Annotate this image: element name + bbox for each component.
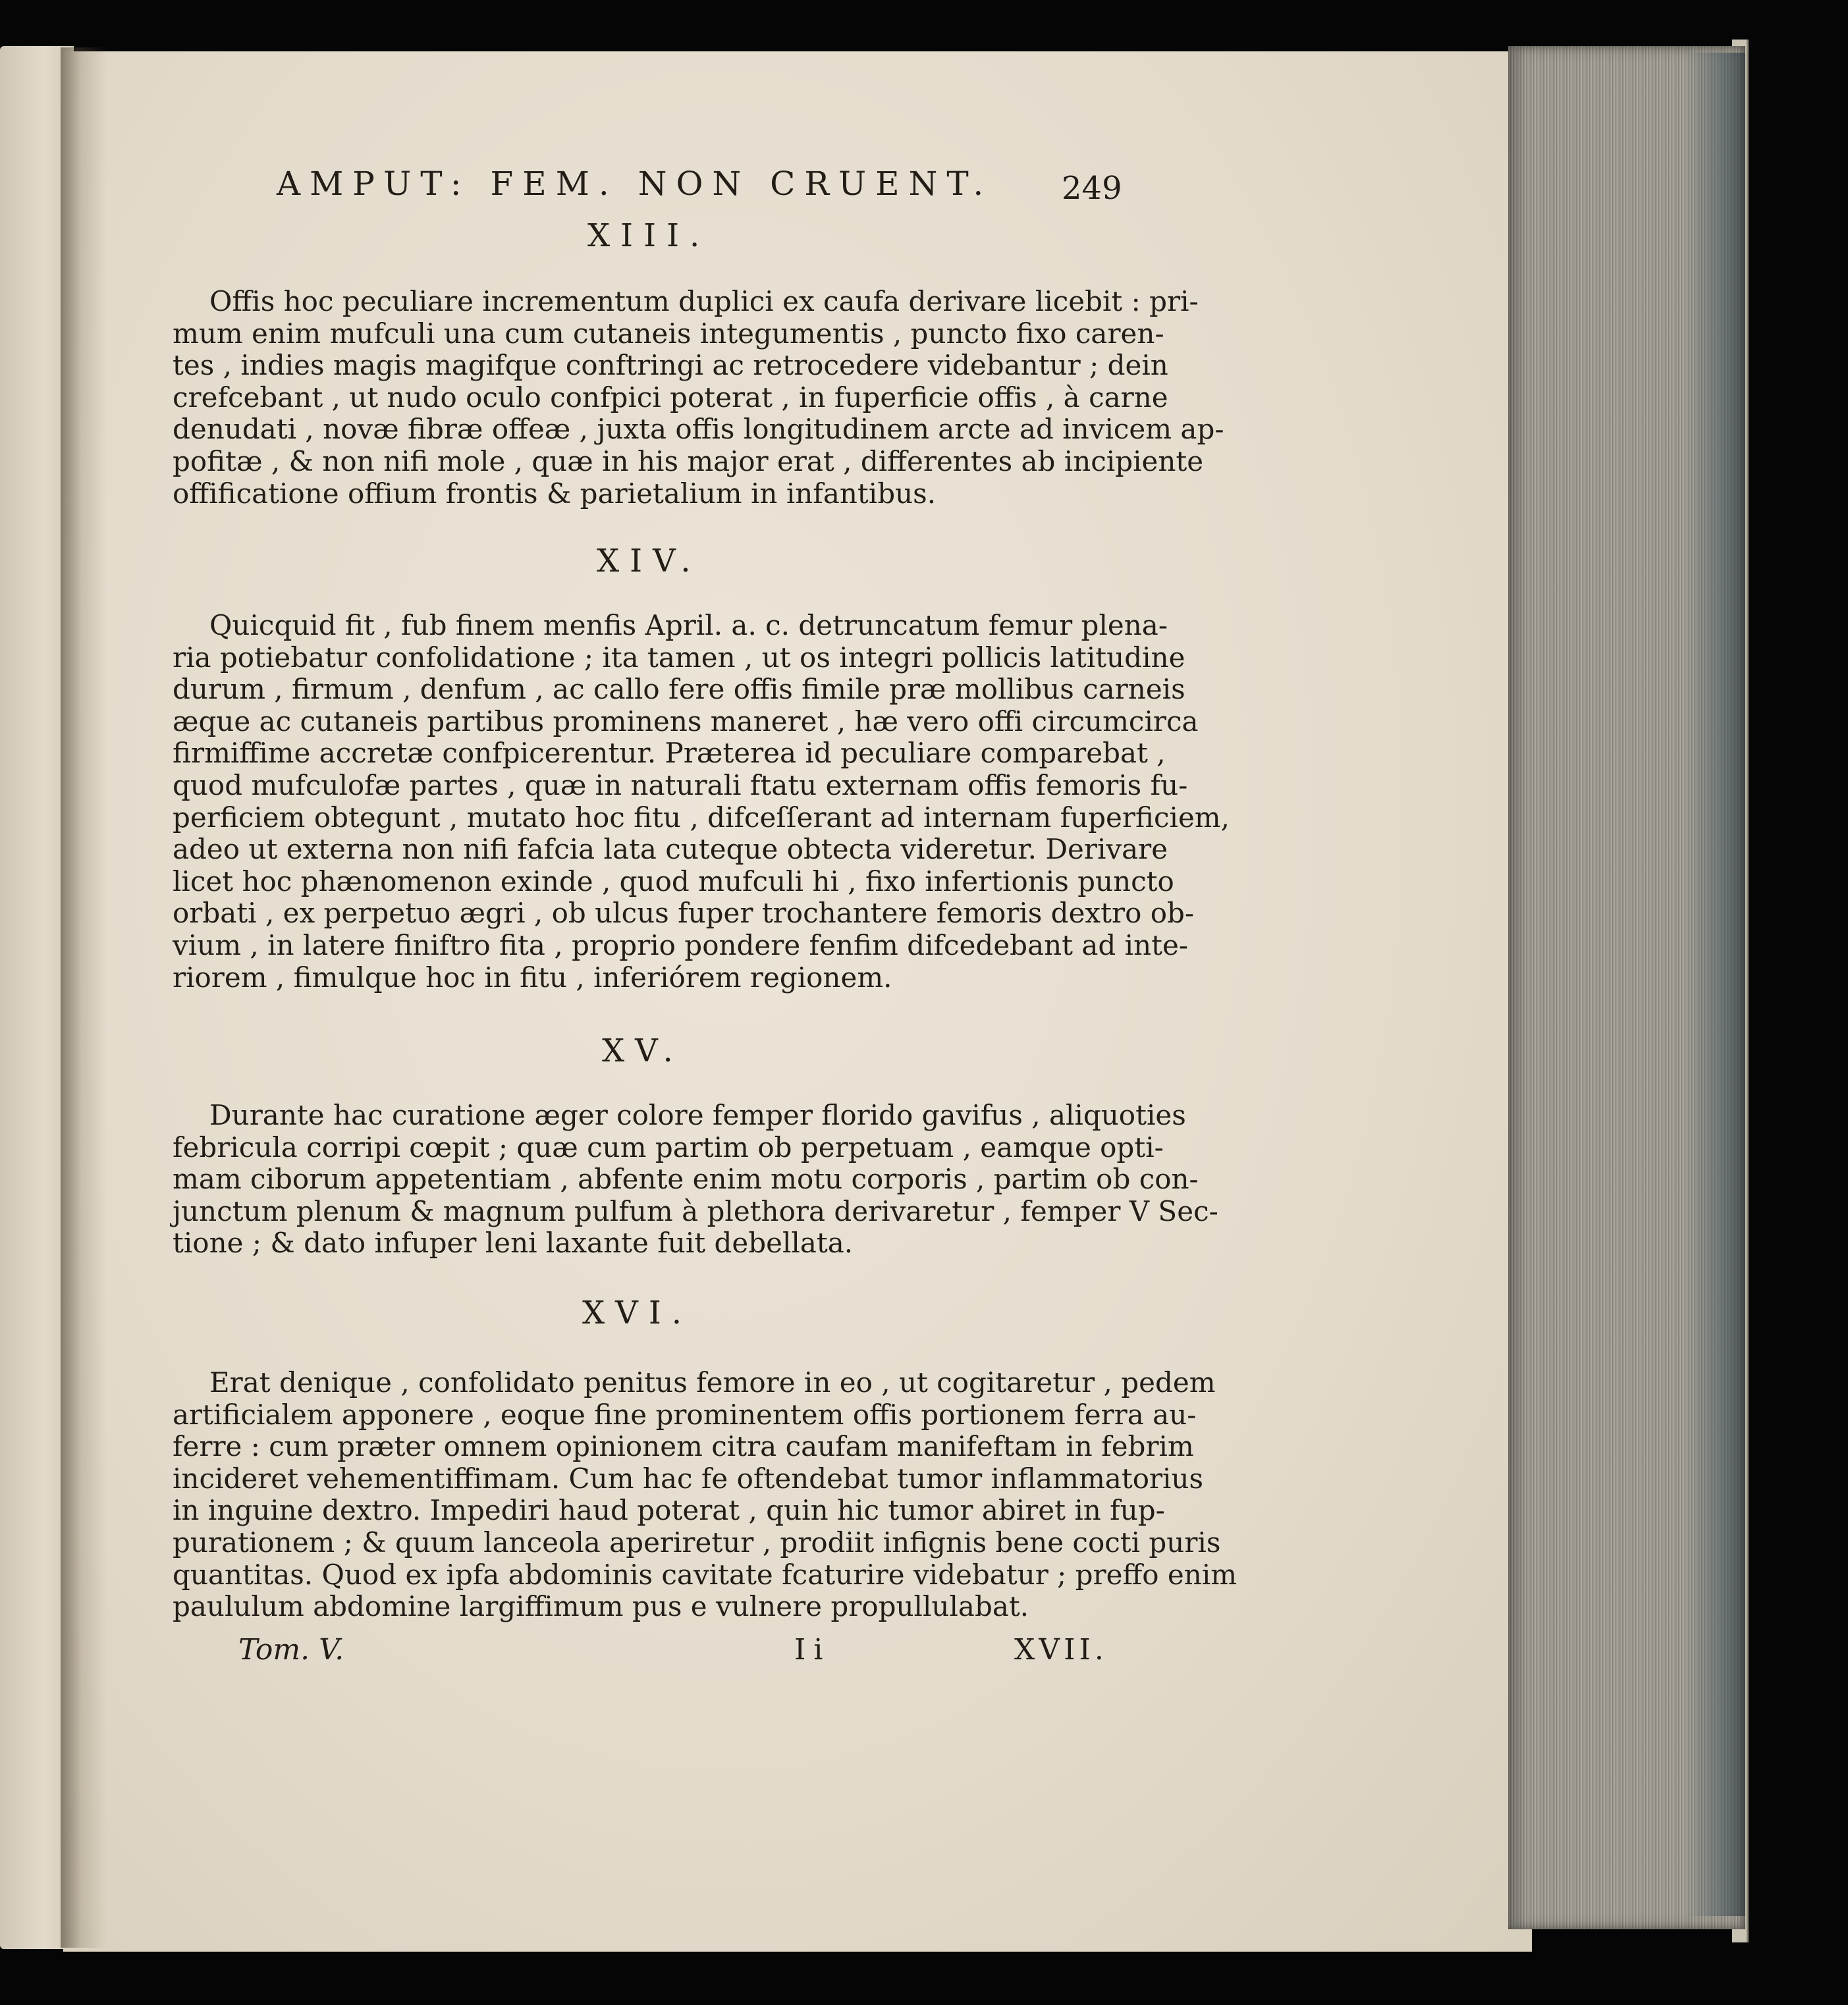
text-line: pofitæ , & non nifi mole , quæ in his major erat , differentes ab incipiente (173, 444, 1204, 477)
text-line: offificatione offium frontis & parietalium in infantibus. (173, 477, 937, 510)
text-line: ria potiebatur confolidatione ; ita tamen , ut os integri pollicis latitudine (173, 641, 1185, 674)
paragraph-xv (173, 1099, 1218, 1260)
text-line: Durante hac curatione æger colore femper florido gavifus , aliquoties (209, 1099, 1186, 1131)
text-line: ferre : cum præter omnem opinionem citra caufam manifeftam in febrim (173, 1430, 1194, 1463)
section-heading-xiv: XIV. (597, 543, 701, 579)
section-heading-xiii: XIII. (587, 217, 711, 254)
text-line: paululum abdomine largiffimum pus e vulnere propullulabat. (173, 1590, 1029, 1623)
text-line: Erat denique , confolidato penitus femore in eo , ut cogitaretur , pedem (209, 1366, 1216, 1399)
text-line: crefcebant , ut nudo oculo confpici poterat , in fuperficie offis , à carne (173, 381, 1168, 414)
text-line: quantitas. Quod ex ipfa abdominis cavitate fcaturire videbatur ; preffo enim (173, 1558, 1237, 1591)
page-number: 249 (1062, 170, 1122, 207)
text-line: licet hoc phænomenon exinde , quod mufculi hi , fixo infertionis puncto (173, 865, 1174, 897)
text-line: riorem , fimulque hoc in fitu , inferiórem regionem. (173, 961, 892, 994)
text-line: vium , in latere finiftro fita , proprio pondere fenfim difcedebant ad inte- (173, 928, 1189, 961)
text-line: in inguine dextro. Impediri haud poterat , quin hic tumor abiret in fup- (173, 1494, 1165, 1527)
text-line: durum , firmum , denfum , ac callo fere offis fimile præ mollibus carneis (173, 673, 1185, 706)
text-line: mam ciborum appetentiam , abfente enim motu corporis , partim ob con- (173, 1163, 1199, 1196)
text-line: æque ac cutaneis partibus prominens maneret , hæ vero offi circumcirca (173, 705, 1199, 737)
section-heading-xv: XV. (602, 1032, 684, 1069)
gutter-shadow (61, 47, 107, 1948)
text-line: firmiffime accretæ confpicerentur. Præterea id peculiare comparebat , (173, 737, 1166, 770)
text-line: febricula corripi cœpit ; quæ cum partim ob perpetuam , eamque opti- (173, 1131, 1164, 1163)
paragraph-xvi (173, 1366, 1237, 1623)
text-line: artificialem apponere , eoque fine prominentem offis portionem ferra au- (173, 1398, 1197, 1431)
footer-catchword: XVII. (1014, 1633, 1108, 1667)
text-line: tione ; & dato infuper leni laxante fuit debellata. (173, 1227, 854, 1260)
page-edges-shade (1686, 53, 1745, 1916)
section-heading-xvi: XVI. (582, 1295, 693, 1331)
text-line: mum enim mufculi una cum cutaneis integumentis , puncto fixo caren- (173, 317, 1164, 350)
footer-signature: Ii (794, 1633, 831, 1667)
text-line: incideret vehementiffimam. Cum hac fe oftendebat tumor inflammatorius (173, 1462, 1204, 1495)
running-head: AMPUT: FEM. NON CRUENT. (277, 165, 993, 203)
text-line: quod mufculofæ partes , quæ in naturali ftatu externam offis femoris fu- (173, 768, 1188, 801)
footer-volume: Tom. V. (238, 1633, 344, 1667)
text-line: purationem ; & quum lanceola aperiretur , prodiit infignis bene cocti puris (173, 1526, 1221, 1559)
text-line: junctum plenum & magnum pulfum à plethora derivaretur , femper V Sec- (173, 1194, 1218, 1227)
text-line: denudati , novæ fibræ offeæ , juxta offis longitudinem arcte ad invicem ap- (173, 413, 1224, 446)
text-line: Quicquid fit , fub finem menfis April. a. c. detruncatum femur plena- (209, 609, 1168, 641)
text-line: adeo ut externa non nifi fafcia lata cuteque obtecta videretur. Derivare (173, 833, 1168, 866)
text-line: orbati , ex perpetuo ægri , ob ulcus fuper trochantere femoris dextro ob- (173, 897, 1195, 930)
text-line: Offis hoc peculiare incrementum duplici ex caufa derivare licebit : pri- (209, 285, 1199, 317)
paragraph-xiii (173, 285, 1224, 510)
text-line: perficiem obtegunt , mutato hoc fitu , difceſſerant ad internam fuperficiem, (173, 801, 1230, 834)
text-line: tes , indies magis magifque conftringi ac retrocedere videbantur ; dein (173, 349, 1168, 382)
paragraph-xiv (173, 609, 1230, 994)
